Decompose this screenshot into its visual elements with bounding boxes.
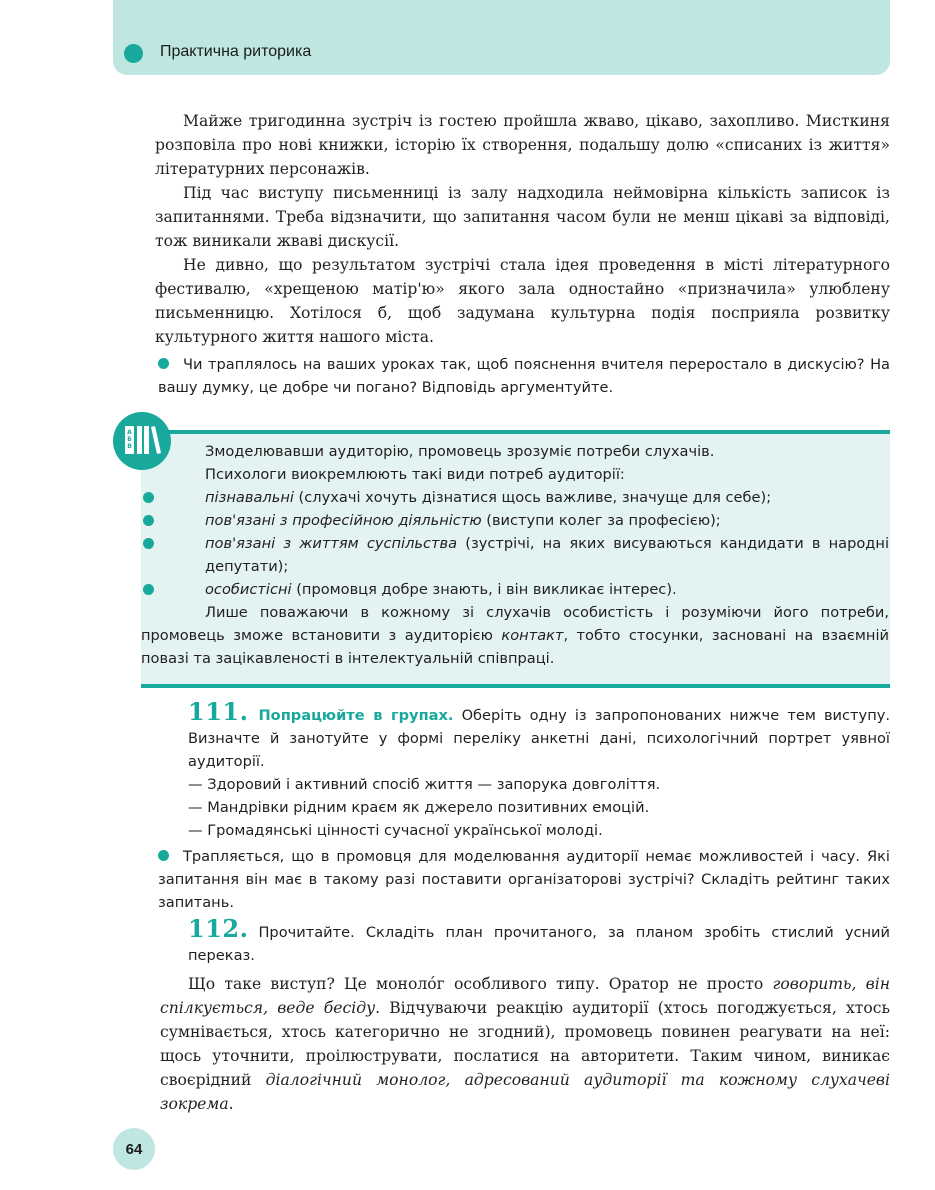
exercise-number: 111. (188, 697, 249, 726)
info-item-3 (141, 532, 889, 578)
info-item-4 (141, 578, 889, 601)
page-header-title: Практична риторика (160, 43, 312, 60)
exercise-111 (188, 697, 891, 842)
page-number: 64 (113, 1128, 155, 1170)
info-item-term: пов'язані з життям суспільства (205, 535, 458, 552)
info-item-text: (зустрічі, на яких висуваються кандидати в народні депутати); (205, 535, 889, 575)
intro-text (155, 109, 890, 349)
exercise-112 (188, 914, 890, 967)
exercise-text: Прочитайте. Складіть план прочитаного, за планом зробіть стислий усний переказ. (188, 924, 890, 964)
info-item-text: (промовця добре знають, і він викликає інтерес). (291, 581, 677, 598)
svg-text:Б: Б (127, 436, 132, 443)
final-paragraph (160, 972, 890, 1116)
question-2-text: Трапляється, що в промовця для моделювання аудиторії немає можливостей і часу. Які запитання він має в такому разі поставити організаторові зустрічі? Складіть рейтинг таких запитань. (158, 848, 890, 911)
exercise-text: Оберіть одну із запропонованих нижче тем виступу. Визначте й занотуйте у формі переліку анкетні дані, психологічний портрет уявної аудиторії. (188, 707, 891, 770)
info-item-term: пізнавальні (205, 489, 294, 506)
info-item-term: особистісні (205, 581, 292, 598)
info-closing-text: Лише поважаючи в кожному зі слухачів особистість і розуміючи його потреби, промовець зможе встановити з аудиторією (141, 604, 889, 644)
books-icon (113, 412, 171, 470)
svg-text:В: В (127, 443, 132, 450)
final-text: . Відчуваючи реакцію аудиторії (хтось погоджується, хтось сумнівається, хтось категорично не згодний), промовець повинен реагувати на неї: щось уточнити, проілюструвати, послатися на авторитети. Таким чином, виникає своєрідний (160, 999, 890, 1089)
info-closing-text-end: , тобто стосунки, засновані на взаємній повазі та зацікавленості в інтелектуальній співпраці. (141, 627, 889, 667)
info-text (141, 440, 889, 670)
header-bullet-icon (124, 44, 143, 63)
info-bullet-icon (143, 584, 154, 595)
question-bullet-icon (158, 850, 169, 861)
intro-paragraph-3: Не дивно, що результатом зустрічі стала ідея проведення в місті літературного фестивалю, «хрещеною матір'ю» якого зала одностайно «призначила» улюблену письменницю. Хотілося б, щоб задумана культурна подія посприяла розвитку культурного життя нашого міста. (155, 256, 890, 346)
info-closing (141, 601, 889, 670)
info-line-1: Змоделювавши аудиторію, промовець зрозуміє потреби слухачів. (205, 443, 715, 460)
final-text: . (228, 1095, 234, 1113)
info-closing-term: контакт (501, 627, 564, 644)
final-italic: діалогічний монолог, адресований аудиторії та кожному слухачеві зокрема (160, 1071, 890, 1113)
svg-text:А: А (127, 429, 132, 436)
question-1 (158, 353, 890, 399)
header-bar (113, 0, 890, 75)
info-item-text: (слухачі хочуть дізнатися щось важливе, значуще для себе); (293, 489, 772, 506)
exercise-number: 112. (188, 914, 249, 943)
intro-paragraph-1: Майже тригодинна зустріч із гостею пройшла жваво, цікаво, захопливо. Мисткиня розповіла про нові книжки, історію їх створення, подальшу долю «списаних із життя» літературних персонажів. (155, 112, 890, 178)
exercise-topic: — Мандрівки рідним краєм як джерело позитивних емоцій. (188, 799, 650, 816)
question-1-text: Чи траплялось на ваших уроках так, щоб пояснення вчителя переростало в дискусію? На вашу думку, це добре чи погано? Відповідь аргументуйте. (158, 356, 890, 396)
final-italic: говорить, він спілкується, веде бесіду (160, 975, 890, 1017)
question-2 (158, 845, 890, 914)
info-item-1 (141, 486, 889, 509)
exercise-lead: Попрацюйте в групах. (258, 707, 454, 724)
exercise-topic: — Здоровий і активний спосіб життя — запорука довголіття. (188, 776, 661, 793)
info-bullet-icon (143, 515, 154, 526)
info-item-text: (виступи колег за професією); (481, 512, 721, 529)
final-text: Що таке виступ? Це моноло́г особливого типу. Оратор не просто (188, 975, 773, 993)
question-bullet-icon (158, 358, 169, 369)
info-bullet-icon (143, 492, 154, 503)
info-line-2: Психологи виокремлюють такі види потреб аудиторії: (205, 466, 625, 483)
exercise-topic: — Громадянські цінності сучасної української молоді. (188, 822, 603, 839)
intro-paragraph-2: Під час виступу письменниці із залу надходила неймовірна кількість записок із запитаннями. Треба відзначити, що запитання часом були не менш цікаві за відповіді, тож виникали жваві дискусії. (155, 184, 890, 250)
info-bullet-icon (143, 538, 154, 549)
info-item-term: пов'язані з професійною діяльністю (205, 512, 482, 529)
info-item-2 (141, 509, 889, 532)
